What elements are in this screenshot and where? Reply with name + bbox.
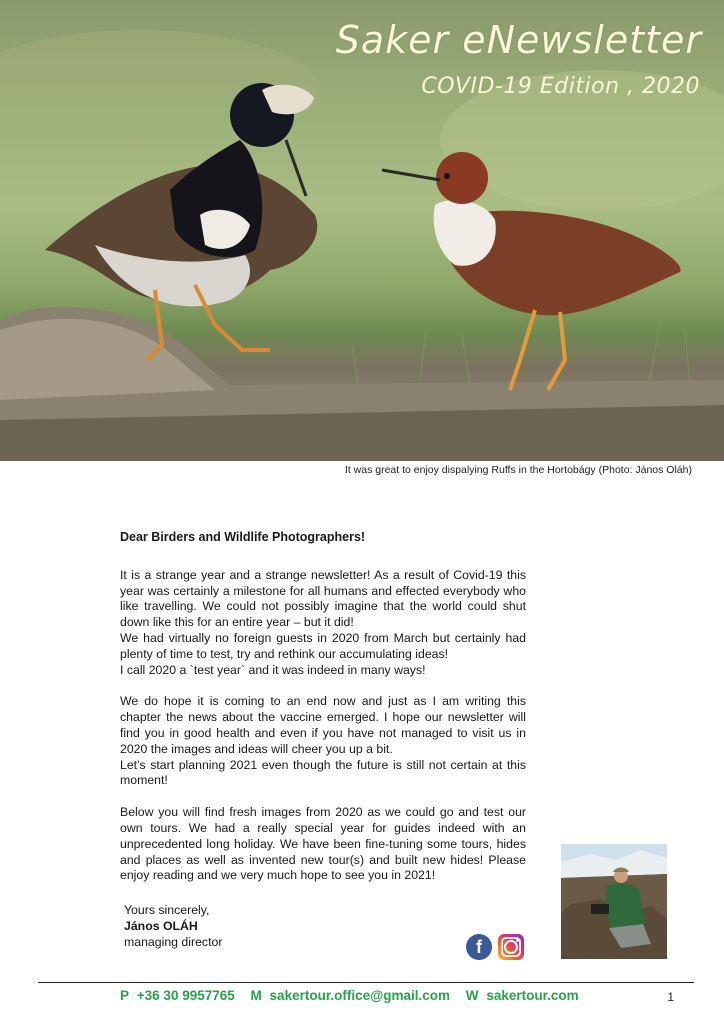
paragraph-line: We do hope it is coming to an end now and just as I am writing this chapter the news about the vaccine emerged. I hope our newsletter will find you in good health and even if you have not managed to visit us in 2020 the images and ideas will cheer you up a bit. xyxy=(120,694,526,756)
instagram-icon[interactable] xyxy=(498,934,524,960)
paragraph-line: It is a strange year and a strange newsletter! As a result of Covid-19 this year was certainly a milestone for all humans and effected everybody who like travelling. We could not possibly imagine that the world could shut down like this for an entire year – but it did! xyxy=(120,567,526,630)
signatory-role: managing director xyxy=(124,935,223,949)
instagram-dot xyxy=(516,939,519,942)
closing-line: Yours sincerely, xyxy=(124,903,210,917)
letter-paragraph-1 xyxy=(120,568,526,679)
author-portrait xyxy=(561,844,667,959)
paragraph-line: Below you will find fresh images from 2020 as we could go and test our own tours. We had a really special year for guides indeed with an unprecedented long holiday. We have been fine-tuning some tours, hides and places as well as invented new tour(s) and built new hides! Please enjoy reading and we very much hope to see you in 2021! xyxy=(120,805,526,883)
ruffs-illustration xyxy=(0,0,724,461)
paragraph-line: We had virtually no foreign guests in 2020 from March but certainly had plenty of time to test, try and rethink our accumulating ideas! xyxy=(120,630,526,661)
mail-label: M xyxy=(250,988,262,1003)
phone-label: P xyxy=(120,988,130,1003)
paragraph-line: Let's start planning 2021 even though the future is still not certain at this moment! xyxy=(120,757,526,788)
signatory-name: János OLÁH xyxy=(124,919,198,933)
photo-caption: It was great to enjoy dispalying Ruffs in the Hortobágy (Photo: János Oláh) xyxy=(344,464,692,476)
letter-paragraph-2 xyxy=(120,694,526,789)
footer-rule xyxy=(38,982,694,983)
newsletter-subtitle: COVID-19 Edition , 2020 xyxy=(421,74,700,99)
paragraph-line: I call 2020 a `test year` and it was indeed in many ways! xyxy=(120,662,426,677)
signoff xyxy=(124,902,222,950)
website-link[interactable]: sakertour.com xyxy=(486,988,579,1003)
email-link[interactable]: sakertour.office@gmail.com xyxy=(269,988,451,1003)
instagram-lens xyxy=(504,940,518,954)
hero-photo xyxy=(0,0,724,461)
letter-body xyxy=(120,530,526,900)
page-number: 1 xyxy=(667,990,674,1004)
footer-contacts xyxy=(120,988,591,1003)
web-label: W xyxy=(465,988,479,1003)
facebook-icon[interactable]: f xyxy=(466,934,492,960)
phone-number[interactable]: +36 30 9957765 xyxy=(136,988,235,1003)
letter-greeting: Dear Birders and Wildlife Photographers! xyxy=(120,530,366,544)
newsletter-title: Saker eNewsletter xyxy=(335,18,702,62)
letter-paragraph-3 xyxy=(120,805,526,884)
